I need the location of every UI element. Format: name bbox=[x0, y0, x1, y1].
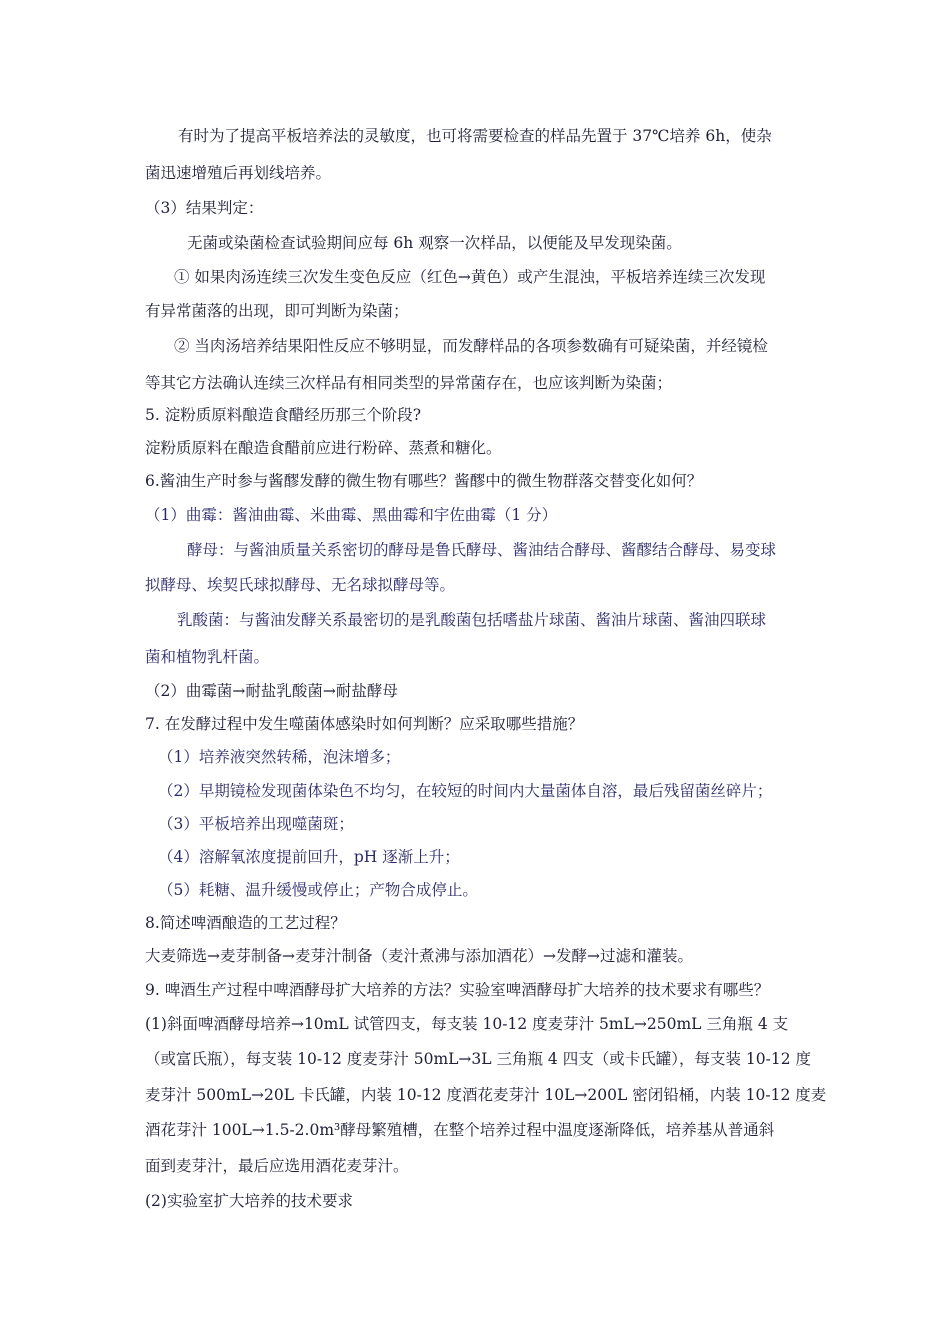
answer-line: （5）耗糖、温升缓慢或停止；产物合成停止。 bbox=[158, 881, 478, 899]
text-line: 等其它方法确认连续三次样品有相同类型的异常菌存在，也应该判断为染菌； bbox=[145, 374, 673, 392]
answer-line: (2)实验室扩大培养的技术要求 bbox=[145, 1192, 353, 1210]
answer-line: 麦芽汁 500mL→20L 卡氏罐，内装 10-12 度酒花麦芽汁 10L→200L 密闭铅桶，内装 10-12 度麦 bbox=[145, 1086, 827, 1104]
answer-line: （或富氏瓶），每支装 10-12 度麦芽汁 50mL→3L 三角瓶 4 四支（或卡氏罐），每支装 10-12 度 bbox=[145, 1050, 812, 1068]
question-heading: 9. 啤酒生产过程中啤酒酵母扩大培养的方法？实验室啤酒酵母扩大培养的技术要求有哪些？ bbox=[145, 981, 770, 999]
answer-line: 酒花芽汁 100L→1.5-2.0m³酵母繁殖槽，在整个培养过程中温度逐渐降低，培养基从普通斜 bbox=[145, 1121, 775, 1139]
text-line: 有时为了提高平板培养法的灵敏度，也可将需要检查的样品先置于 37℃培养 6h，使杂 bbox=[178, 127, 772, 145]
answer-line: （1）曲霉：酱油曲霉、米曲霉、黑曲霉和宇佐曲霉（1 分） bbox=[145, 506, 558, 524]
answer-line: 大麦筛选→麦芽制备→麦芽汁制备（麦汁煮沸与添加酒花）→发酵→过滤和灌装。 bbox=[145, 947, 693, 965]
section-heading: （3）结果判定： bbox=[145, 199, 264, 217]
question-heading: 6.酱油生产时参与酱醪发酵的微生物有哪些？酱醪中的微生物群落交替变化如何？ bbox=[145, 472, 703, 490]
answer-line: (1)斜面啤酒酵母培养→10mL 试管四支，每支装 10-12 度麦芽汁 5mL→250mL 三角瓶 4 支 bbox=[145, 1015, 789, 1033]
answer-line: （1）培养液突然转稀，泡沫增多； bbox=[158, 748, 401, 766]
answer-line: （4）溶解氧浓度提前回升，pH 逐渐上升； bbox=[158, 848, 460, 866]
text-line: ① 如果肉汤连续三次发生变色反应（红色→黄色）或产生混浊，平板培养连续三次发现 bbox=[174, 268, 766, 286]
answer-line: （2）曲霉菌→耐盐乳酸菌→耐盐酵母 bbox=[145, 682, 398, 700]
answer-line: 淀粉质原料在酿造食醋前应进行粉碎、蒸煮和糖化。 bbox=[145, 439, 502, 457]
answer-line: 乳酸菌：与酱油发酵关系最密切的是乳酸菌包括嗜盐片球菌、酱油片球菌、酱油四联球 bbox=[177, 611, 767, 629]
answer-line: （2）早期镜检发现菌体染色不均匀，在较短的时间内大量菌体自溶，最后残留菌丝碎片； bbox=[158, 782, 773, 800]
text-line: 无菌或染菌检查试验期间应每 6h 观察一次样品，以便能及早发现染菌。 bbox=[187, 234, 682, 252]
answer-line: 酵母：与酱油质量关系密切的酵母是鲁氏酵母、酱油结合酵母、酱醪结合酵母、易变球 bbox=[187, 541, 777, 559]
text-line: ② 当肉汤培养结果阳性反应不够明显，而发酵样品的各项参数确有可疑染菌，并经镜检 bbox=[174, 337, 768, 355]
text-line: 有异常菌落的出现，即可判断为染菌； bbox=[145, 302, 409, 320]
answer-line: 拟酵母、埃契氏球拟酵母、无名球拟酵母等。 bbox=[145, 576, 456, 594]
answer-line: 菌和植物乳杆菌。 bbox=[145, 648, 270, 666]
text-line: 菌迅速增殖后再划线培养。 bbox=[145, 164, 332, 182]
question-heading: 8.简述啤酒酿造的工艺过程？ bbox=[145, 914, 346, 932]
answer-line: 面到麦芽汁，最后应选用酒花麦芽汁。 bbox=[145, 1157, 409, 1175]
answer-line: （3）平板培养出现噬菌斑； bbox=[158, 815, 354, 833]
question-heading: 5. 淀粉质原料酿造食醋经历那三个阶段? bbox=[145, 406, 422, 424]
question-heading: 7. 在发酵过程中发生噬菌体感染时如何判断？应采取哪些措施？ bbox=[145, 715, 584, 733]
